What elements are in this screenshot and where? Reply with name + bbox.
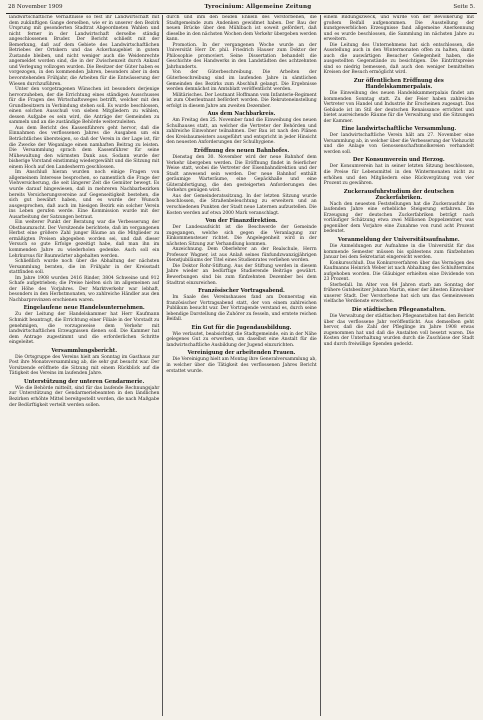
article-paragraph: Schließlich wurde noch über die Abhaltung der nächsten Versammlung beraten, die im Frühjahr in der Kreisstadt stattfinden soll.	[9, 259, 160, 276]
article-paragraph: Der Konsumverein hat in seiner letzten Sitzung beschlossen, die Preise für Lebensmittel in den Wintermonaten nicht zu erhöhen und den Mitgliedern eine Rückvergütung von vier Prozent zu gewähren.	[323, 164, 474, 187]
article-paragraph: Am Freitag den 25. November fand die Einweihung des neuen Schulhauses statt, an welcher die Vertreter der Behörden und zahlreiche Einwohner teilnahmen. Der Bau ist nach den Plänen des Kreisbaumeisters ausgeführt und entspricht in jeder Hinsicht den neuesten Anforderungen der Schulhygiene.	[166, 118, 317, 146]
article-paragraph: Im Jahre 1908 wurden 2416 Rinder, 3804 Schweine und 912 Schafe aufgetrieben; die Preise hielten sich im allgemeinen auf der Höhe des Vorjahres. Der Marktverkehr war lebhaft, besonders in den Herbstmonaten, wo zahlreiche Händler aus den Nachbarprovinzen erschienen waren.	[9, 275, 160, 303]
article-paragraph: Unter den vorgetragenen Wünschen ist besonders derjenige hervorzuheben, der die Errichtung eines ständigen Ausschusses für die Fragen des Wirtschaftsweges betrifft, welcher mit den Grundbesitzern in Verbindung stehen soll. Es wurde beschlossen, einen solchen Ausschuß von sieben Mitgliedern zu wählen, dessen Aufgabe es sein wird, die Anträge der Gemeinden zu sammeln und an die zuständige Behörde weiterzuleiten.	[9, 87, 160, 126]
article-paragraph: Anzeichnung. Dem Oberlehrer an der Realschule, Herrn Professor Wagner, ist aus Anlaß seines fünfundzwanzigjährigen Dienstjubiläums der Titel eines Studienrates verliehen worden.	[166, 247, 317, 264]
article-heading: Eingelaufene neue Handelsunternehmen.	[23, 305, 145, 312]
article-paragraph: Die Anmeldungen zur Aufnahme in die Universität für das kommende Semester müssen bis spätestens zum fünfzehnten Januar bei dem Sekretariat eingereicht werden.	[323, 243, 474, 261]
newspaper-page	[6, 4, 477, 716]
article-heading: Vereinigung der arbeitenden Frauen.	[187, 350, 296, 357]
article-heading: Eine landwirtschaftliche Versammlung.	[341, 126, 457, 133]
article-paragraph: Die Ortsgruppe des Vereins hielt am Sonntag im Gasthaus zur Post ihre Monatsversammlung ab, die sehr gut besucht war. Der Vorsitzende eröffnete die Sitzung mit einem Rückblick auf die Tätigkeit des Vereins im laufenden Jahre.	[9, 354, 160, 377]
article-paragraph: Wie die Behörde mitteilt, sind für das laufende Rechnungsjahr zur Unterstützung der Gendarmeriebeamten in den ländlichen Bezirken erhöhte Mittel bereitgestellt worden, die nach Maßgabe der Bedürftigkeit verteilt werden sollen.	[9, 385, 160, 408]
article-paragraph: Wie verlautet, beabsichtigt die Stadtgemeinde, ein in der Nähe gelegenes Gut zu erwerben, um daselbst eine Anstalt für die landwirtschaftliche Ausbildung der Jugend einzurichten.	[166, 331, 317, 348]
article-heading: Aus dem Nachbarkreis.	[207, 111, 276, 118]
article-paragraph: Die Leitung des Unternehmens hat sich entschlossen, die Ausstellung auch in den Wintermonaten offen zu halten, damit auch die auswärtigen Besucher Gelegenheit haben, die ausgestellten Gegenstände zu besichtigen. Die Eintrittspreise sind so niedrig bemessen, daß auch den weniger bemittelten Kreisen der Besuch ermöglicht wird.	[323, 42, 474, 76]
article-paragraph: Nach den neuesten Feststellungen hat die Zuckerausfuhr im laufenden Jahre eine erhebliche Steigerung erfahren. Die Erzeugung der deutschen Zuckerfabriken beträgt nach vorläufiger Schätzung etwa zwei Millionen Doppelzentner, was gegenüber dem Vorjahre eine Zunahme von rund acht Prozent bedeutet.	[323, 201, 474, 235]
article-paragraph: Dienstag den 30. November wird der neue Bahnhof dem Verkehr übergeben werden. Die Eröffnung findet in feierlicher Weise statt, wobei die Vertreter der Eisenbahndirektion und der Stadt anwesend sein werden. Der neue Bahnhof enthält geräumige Warteräume, eine Gepäckhalle und eine Güterabfertigung, die den gesteigerten Anforderungen des Verkehrs genügen wird.	[166, 155, 317, 194]
article-heading: Zur öffentlichen Eröffnung des Handelskammerpalais.	[353, 78, 444, 91]
article-paragraph: Die Einweihung des neuen Handelskammerpalais findet am kommenden Sonntag statt. Zu der Feier haben zahlreiche Vertreter von Handel und Industrie ihr Erscheinen zugesagt. Das Gebäude ist im Stil der deutschen Renaissance errichtet und bietet ausreichende Räume für die Verwaltung und die Sitzungen der Kammer.	[323, 91, 474, 124]
page-number: Seite 5.	[453, 4, 475, 10]
article-heading: Die städtischen Pflegeanstalten.	[351, 306, 446, 313]
article-paragraph: Militärisches. Der Leutnant Hoffmann vom Infanterie-Regiment ist zum Oberleutnant befördert worden. Die Rekruteneinstellung erfolgt in diesem Jahre am zweiten Dezember.	[166, 92, 317, 109]
article-heading: Unterstützung der unteren Gendarmerie.	[24, 378, 145, 385]
article-paragraph: Zu der Leitung der Handelskammer hat Herr Kaufmann Schmidt beantragt, die Errichtung einer Filiale in der Vorstadt zu genehmigen, die vorzugsweise dem Verkehr mit landwirtschaftlichen Erzeugnissen dienen soll. Die Kammer hat dem Antrage zugestimmt und die erforderlichen Schritte eingeleitet.	[9, 312, 160, 346]
article-paragraph: Der landwirtschaftliche Verein hält am 27. November eine Versammlung ab, in welcher über die Verbesserung der Viehzucht und die Anlage von Genossenschaftsmolkereien verhandelt werden soll.	[323, 133, 474, 155]
article-paragraph: landwirtschaftliche Verhältnisse so fest ihr Landwirtschaft mit dem zukünftigen Gange derselben, wie er in unserer den Bezirk Ursprung mit gesonderten Stadtrat Abgeordneten Wahlen und nicht ferner in der Landwirtschaft derselbe ständig angeschlossenen Bruder. Der Bericht schließt mit der Bemerkung, daß auf dem Gebiete des Landwirtschaftlichen Betriebes der Ortskern und das Ackerbaugebiet in gutem Zustande bleiben, und nicht weniger auch die Weidenrechte angemeldet worden sind, die in der Zwischenzeit durch Ankauf und Verlegung vollzogen wurden. Die Besitzer der Güter haben es vorgezogen, in den kommenden Jahren, besonders aber in dem bevorstehenden Frühjahr, die Arbeiten für die Entwässerung der Wiesen durchzuführen.	[9, 15, 160, 87]
article-paragraph: Konkursschluß. Das Konkursverfahren über das Vermögen des Kaufmanns Heinrich Weber ist nach Abhaltung des Schlußtermins aufgehoben worden. Die Gläubiger erhielten eine Dividende von 23 Prozent.	[323, 260, 474, 283]
article-paragraph: Im Saale des Vereinshauses fand am Donnerstag ein französischer Vortragsabend statt, der von einem zahlreichen Publikum besucht war. Der Vortragende verstand es, durch seine lebendige Darstellung die Zuhörer zu fesseln, und erntete reichen Beifall.	[166, 295, 317, 323]
article-heading: Der Konsumverein und Herzog.	[352, 157, 445, 164]
page-header	[6, 4, 477, 14]
column-3	[320, 15, 477, 716]
article-paragraph: Im Anschluß hieran wurden noch einige Fragen von allgemeinem Interesse besprochen, so namentlich die Frage der Viehversicherung, die seit längerer Zeit die Gemüter bewegt. Es wurde darauf hingewiesen, daß in mehreren Nachbarbezirken bereits Versicherungsvereine auf Gegenseitigkeit bestehen, die sich gut bewährt haben, und es wurde der Wunsch ausgesprochen, daß auch im hiesigen Bezirk ein solcher Verein ins Leben gerufen werde. Eine Kommission wurde mit der Ausarbeitung der Satzungen betraut.	[9, 170, 160, 220]
article-paragraph: einem Bildungszweck, und wurde von der Bevölkerung mit großem Beifall aufgenommen. Die Ausstellung der kunstgewerblichen Erzeugnisse fand allgemeine Anerkennung und es wurde beschlossen, die Sammlung im nächsten Jahre zu erweitern.	[323, 15, 474, 43]
article-paragraph: Die Doktor Rohr-Stiftung. Aus der Stiftung werden in diesem Jahre wieder an bedürftige Studierende Beiträge gewährt. Bewerbungen sind bis zum fünfzehnten Dezember bei dem Stadtrat einzureichen.	[166, 263, 317, 286]
column-2	[162, 15, 319, 716]
header-date: 28 November 1909	[8, 4, 63, 10]
column-1	[6, 15, 162, 716]
article-paragraph: Aus der Gemeinderatssitzung. In der letzten Sitzung wurde beschlossen, die Straßenbeleuchtung zu erweitern und an verschiedenen Punkten der Stadt neue Laternen aufzustellen. Die Kosten werden auf etwa 2000 Mark veranschlagt.	[166, 193, 317, 216]
article-heading: Von der Finanzdirektion.	[205, 218, 278, 225]
article-paragraph: Die Vereinigung hielt am Montag ihre Generalversammlung ab, in welcher über die Tätigkeit des verflossenen Jahres Bericht erstattet wurde.	[166, 357, 317, 374]
article-paragraph: Die Verwaltung der städtischen Pflegeanstalten hat den Bericht über das verflossene Jahr veröffentlicht. Aus demselben geht hervor, daß die Zahl der Pfleglinge im Jahre 1908 etwas zugenommen hat und daß die Anstalten voll besetzt waren. Die Kosten der Unterhaltung wurden durch die Zuschüsse der Stadt und durch freiwillige Spenden gedeckt.	[323, 313, 474, 347]
article-paragraph: Von der Güterbeschreibung. Die Arbeiten der Güterbeschreibung sind im laufenden Jahre in sämtlichen Gemeinden des Bezirks zum Abschluß gelangt. Die Ergebnisse werden demnächst im Amtsblatt veröffentlicht werden.	[166, 70, 317, 93]
article-heading: Französischer Vortragsabend.	[198, 288, 285, 295]
text-columns	[6, 15, 477, 716]
article-paragraph: durch und ihm den beiden Enkeln des Verstorbenen, die Stadtgemeinde zum Andenken gewidmet haben. Der Bau der neuen Brücke über den Mühlbach ist soweit gefördert, daß dieselbe in den nächsten Wochen dem Verkehr übergeben werden kann.	[166, 15, 317, 43]
article-heading: Eröffnung des neuen Bahnhofes.	[193, 148, 290, 155]
article-heading: Ein Gut für die Jugendausbildung.	[191, 324, 292, 331]
article-paragraph: Der Landesaufsicht ist die Beschwerde der Gemeinde zugegangen, welche sich gegen die Veranlagung zur Einkommensteuer richtet. Die Angelegenheit wird in der nächsten Sitzung zur Verhandlung kommen.	[166, 225, 317, 247]
article-paragraph: Sterbefall. Im Alter von 84 Jahren starb am Sonntag der frühere Gutsbesitzer Johann Martin, einer der ältesten Einwohner unserer Stadt. Der Verstorbene hat sich um das Gemeinwesen vielfache Verdienste erworben.	[323, 282, 474, 305]
article-heading: Zuckerausfuhrstudium der deutschen Zuckerfabriken.	[343, 188, 454, 201]
article-heading: Voranmeldung der Universitätsaufnahme.	[337, 236, 460, 243]
article-paragraph: Aus dem Bericht des Kassenführers geht hervor, daß die Einnahmen des verflossenen Jahres die Ausgaben um ein Beträchtliches übersteigen, so daß der Verein in der Lage ist, für die Zwecke der Weganlage einen namhaften Beitrag zu leisten. Die Versammlung sprach dem Kassenführer für seine Mühewaltung den wärmsten Dank aus. Sodann wurde der bisherige Vorstand einstimmig wiedergewählt und die Sitzung mit einem Hoch auf den Landesherrn geschlossen.	[9, 125, 160, 170]
article-heading: Versammlungsbericht.	[51, 347, 117, 354]
article-paragraph: Ein weiterer Punkt der Beratung war die Verbesserung der Obstbaumzucht. Der Vorsitzende berichtete, daß im vergangenen Herbst eine größere Zahl junger Bäume an die Mitglieder zu ermäßigten Preisen abgegeben worden sei, und daß dieser Versuch so gute Erfolge gezeitigt habe, daß man ihn im kommenden Jahre zu wiederholen gedenke. Auch soll ein Lehrkursus für Baumwärter abgehalten werden.	[9, 220, 160, 259]
newspaper-title: Tyrocinium: Allgemeine Zeitung	[204, 4, 312, 10]
article-paragraph: Promotion. In der vergangenen Woche wurde an der Universität Herr Dr. phil. Friedrich Hauser zum Doktor der Philosophie promoviert. Seine Dissertation behandelt die Geschichte des Handwerks in den Landstädten des achtzehnten Jahrhunderts.	[166, 42, 317, 70]
